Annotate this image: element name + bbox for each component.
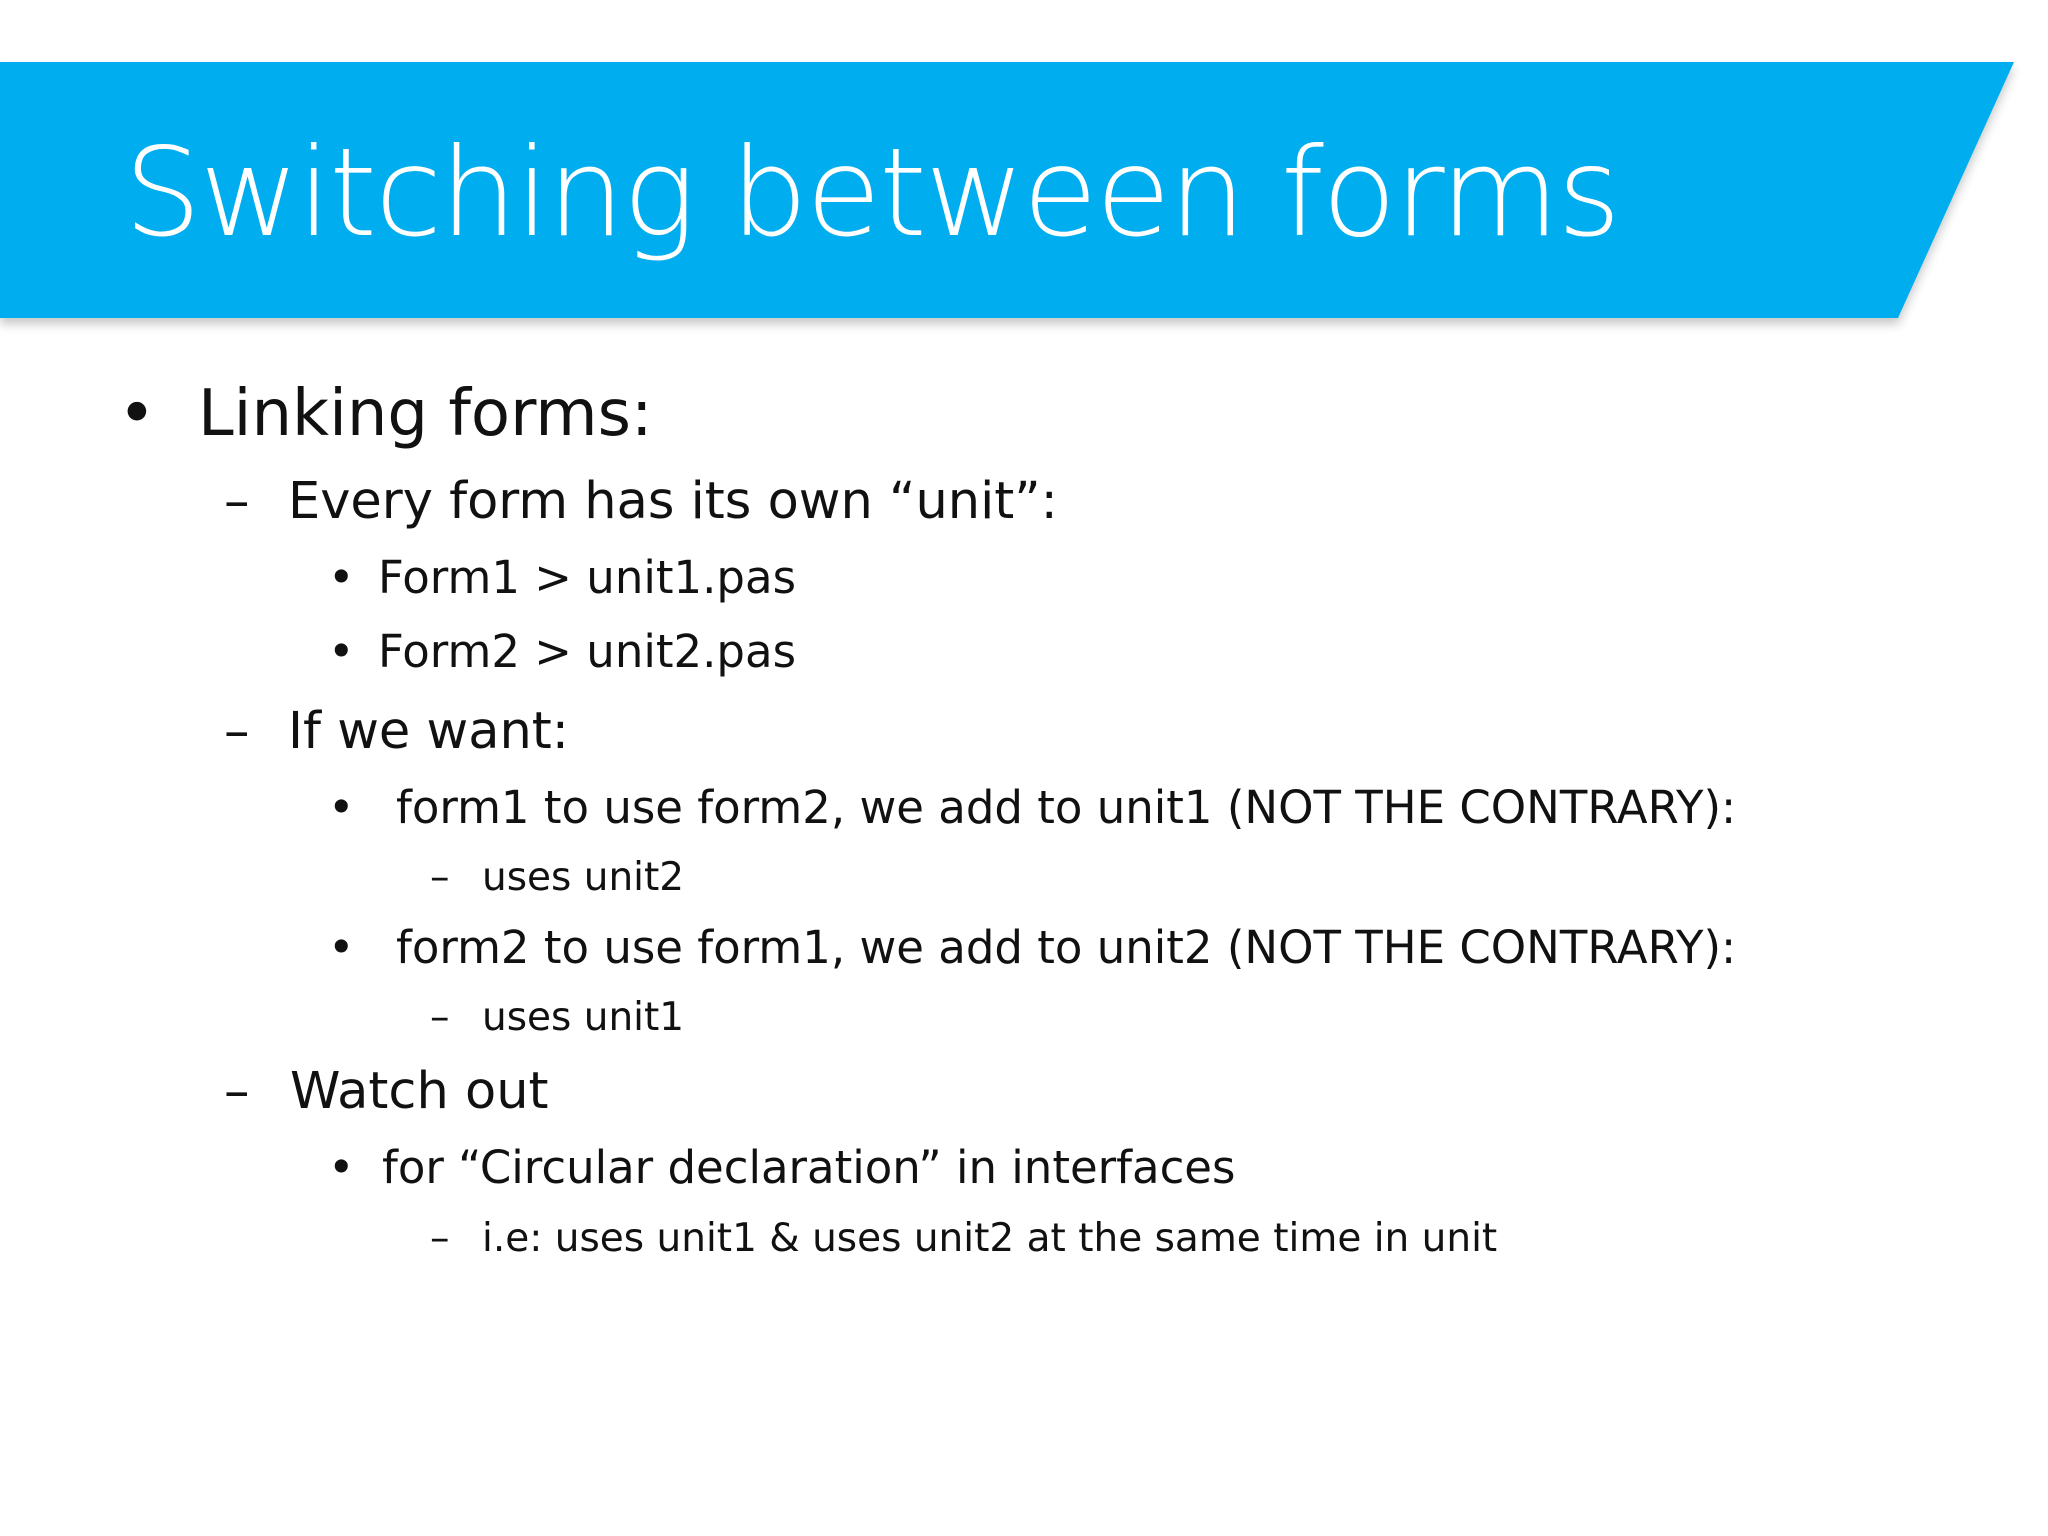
dash-marker: – [430, 855, 450, 900]
dash-marker: – [224, 1062, 250, 1121]
bullet-marker: • [328, 781, 355, 834]
sub-item-every-form-unit: Every form has its own “unit”: [288, 472, 1058, 531]
dash-marker: – [224, 702, 250, 761]
title-banner [0, 0, 2048, 340]
dash-marker: – [430, 995, 450, 1040]
list-item-form2-uses-form1: form2 to use form1, we add to unit2 (NOT THE CONTRARY): [396, 921, 1737, 974]
list-item-form1-uses-form2: form1 to use form2, we add to unit1 (NOT THE CONTRARY): [396, 781, 1737, 834]
code-line-uses-unit1: uses unit1 [482, 995, 685, 1040]
slide-title: Switching between forms [124, 122, 1619, 264]
bullet-marker: • [328, 921, 355, 974]
bullet-marker: • [328, 1141, 355, 1194]
bullet-marker: • [118, 377, 156, 451]
list-item-form1-unit1: Form1 > unit1.pas [378, 551, 797, 604]
sub-item-watch-out: Watch out [290, 1062, 549, 1121]
bullet-item-linking-forms: Linking forms: [198, 377, 653, 451]
dash-marker: – [430, 1216, 450, 1261]
dash-marker: – [224, 472, 250, 531]
bullet-marker: • [328, 551, 355, 604]
code-line-uses-unit2: uses unit2 [482, 855, 685, 900]
list-item-circular-declaration: for “Circular declaration” in interfaces [382, 1141, 1236, 1194]
sub-item-if-we-want: If we want: [288, 702, 569, 761]
code-line-circular-example: i.e: uses unit1 & uses unit2 at the same time in unit [482, 1216, 1498, 1261]
bullet-marker: • [328, 625, 355, 678]
list-item-form2-unit2: Form2 > unit2.pas [378, 625, 797, 678]
